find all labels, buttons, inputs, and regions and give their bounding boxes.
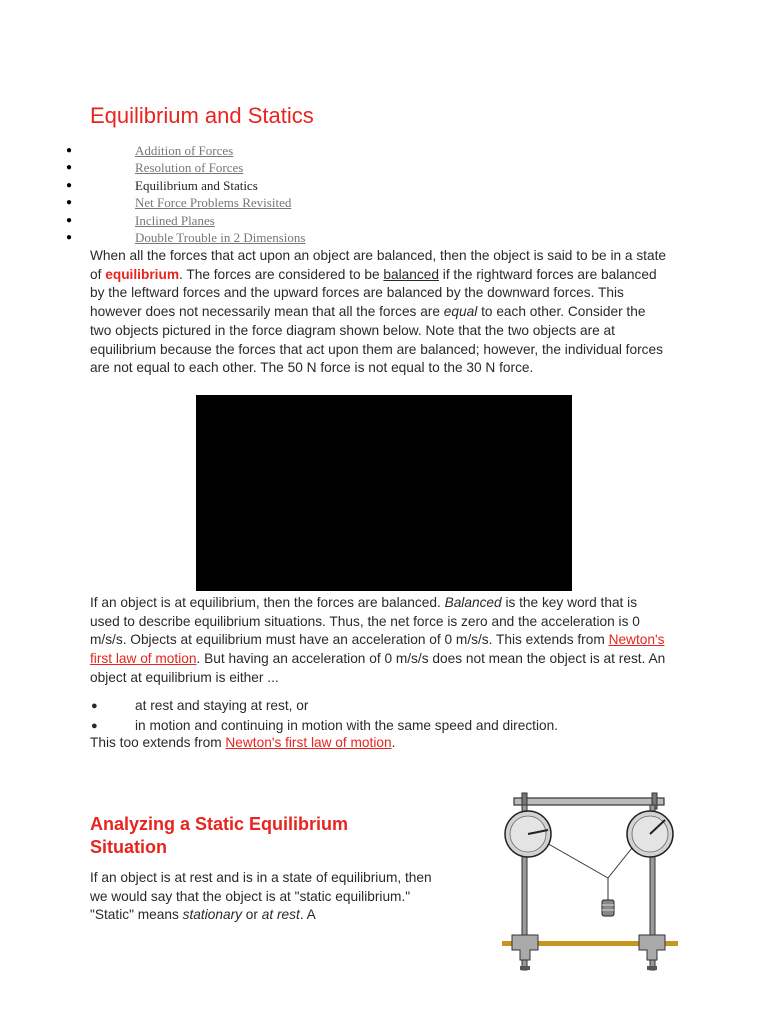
clamp-screw-left bbox=[520, 966, 530, 970]
nav-current-equilibrium-and-statics: Equilibrium and Statics bbox=[135, 177, 258, 193]
equilibrium-states-list bbox=[0, 696, 768, 736]
nav-link-resolution-of-forces[interactable]: Resolution of Forces bbox=[135, 160, 244, 176]
page-title: Equilibrium and Statics bbox=[90, 103, 314, 128]
clamp-left bbox=[512, 935, 538, 960]
bullet-icon: ● bbox=[66, 214, 73, 226]
topic-nav-list bbox=[0, 142, 768, 246]
newtons-first-law-link[interactable]: Newton's first law of motion bbox=[90, 632, 665, 667]
bullet-icon: ● bbox=[66, 162, 73, 174]
equal-term: equal bbox=[443, 304, 478, 320]
balanced-term: balanced bbox=[383, 266, 439, 282]
nav-item-inclined bbox=[0, 212, 768, 229]
hanging-weight bbox=[602, 900, 614, 916]
balanced-paragraph: If an object is at equilibrium, then the forces are balanced. Balanced is the key word that is used to describe equilibrium situations. Thus, the net force is zero and the acceleration is 0 m/s/s. Objects at equilibrium must have an acceleration of 0 m/s/s. This extends from Newton's first law of motion. But having an acceleration of 0 m/s/s does not mean the object is at rest. An object at equilibrium is either ... bbox=[90, 595, 666, 685]
static-equilibrium-paragraph: If an object is at rest and is in a state of equilibrium, then we would say that the object is at "static equilibrium." "Static" means stationary or at rest. A bbox=[90, 870, 432, 923]
bullet-icon: ● bbox=[91, 720, 98, 732]
nav-link-addition-of-forces[interactable]: Addition of Forces bbox=[135, 143, 234, 158]
nav-item-resolution bbox=[0, 159, 768, 176]
nav-item-equilibrium bbox=[0, 177, 768, 194]
nav-item-net-force bbox=[0, 194, 768, 211]
spring-scale-apparatus-illustration bbox=[500, 790, 680, 975]
intro-paragraph: When all the forces that act upon an object are balanced, then the object is said to be in a state of equilibrium. The forces are considered to be balanced if the rightward forces are balanced by the leftward forces and the upward forces are balanced by the downward forces. This however does not necessarily mean that all the forces are equal to each other. Consider the two objects pictured in the force diagram shown below. Note that the two objects are at equilibrium because the forces that act upon them are balanced; however, the individual forces are not equal to each other. The 50 N force is not equal to the 30 N force. bbox=[90, 248, 667, 376]
nav-link-double-trouble[interactable]: Double Trouble in 2 Dimensions bbox=[135, 229, 306, 245]
bullet-icon: ● bbox=[66, 231, 73, 243]
nav-item-double-trouble bbox=[0, 229, 768, 246]
top-bar bbox=[514, 798, 664, 805]
balanced-keyword: Balanced bbox=[444, 595, 502, 610]
list-item: ● in motion and continuing in motion with the same speed and direction. bbox=[0, 716, 768, 736]
clamp-right bbox=[639, 935, 665, 960]
newtons-first-law-link-2[interactable]: Newton's first law of motion bbox=[225, 735, 392, 750]
bullet-icon: ● bbox=[66, 179, 73, 191]
bullet-icon: ● bbox=[66, 197, 73, 209]
newton-paragraph: This too extends from Newton's first law of motion. bbox=[90, 735, 396, 750]
equilibrium-keyword: equilibrium bbox=[105, 266, 179, 282]
list-item: ● at rest and staying at rest, or bbox=[0, 696, 768, 716]
section-title: Analyzing a Static Equilibrium Situation bbox=[90, 814, 349, 857]
bullet-icon: ● bbox=[91, 700, 98, 712]
nav-link-net-force-problems[interactable]: Net Force Problems Revisited bbox=[135, 195, 292, 211]
bullet-icon: ● bbox=[66, 145, 73, 156]
nav-item-addition bbox=[0, 142, 768, 159]
force-diagram-image bbox=[196, 395, 572, 591]
nav-link-inclined-planes[interactable]: Inclined Planes bbox=[135, 212, 215, 228]
clamp-screw-right bbox=[647, 966, 657, 970]
